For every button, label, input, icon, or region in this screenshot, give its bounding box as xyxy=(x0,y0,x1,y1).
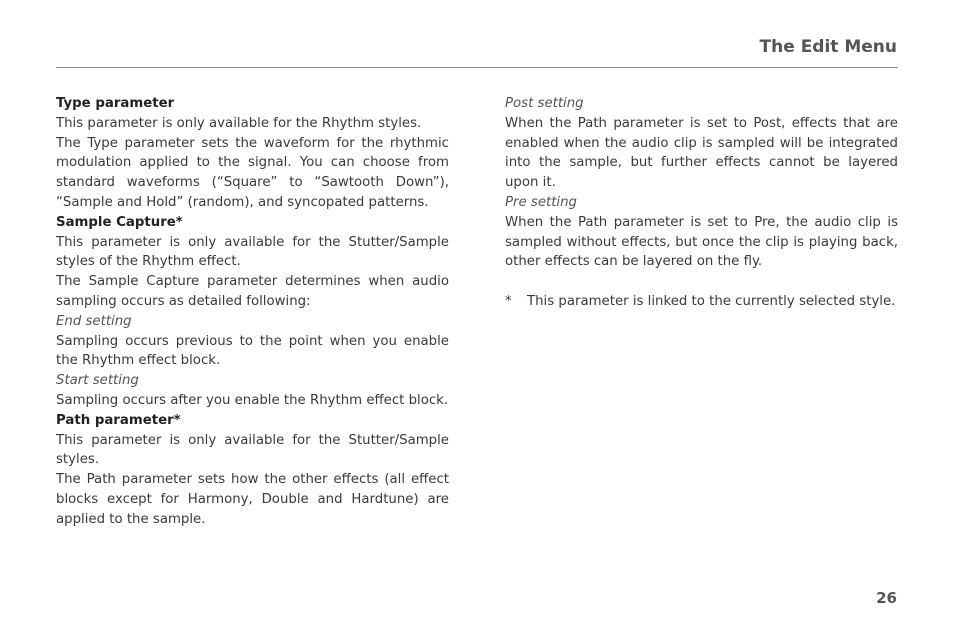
footnote-asterisk: * xyxy=(505,293,512,309)
type-parameter-availability: This parameter is only available for the Rhythm styles. xyxy=(56,115,422,131)
start-setting-label: Start setting xyxy=(56,373,139,389)
type-parameter-description: The Type parameter sets the waveform for the rhythmic modulation applied to the signal. You can choose from standard waveforms (“Square” to “Sawtooth Down”), “Sample and Hold” (random), and syncopated patterns. xyxy=(56,135,449,210)
header-divider xyxy=(56,67,898,68)
footnote-text: This parameter is linked to the currently selected style. xyxy=(527,293,896,309)
type-parameter-heading: Type parameter xyxy=(56,96,175,111)
page-number: 26 xyxy=(876,589,897,607)
sample-capture-description: The Sample Capture parameter determines when audio sampling occurs as detailed following: xyxy=(56,274,449,309)
end-setting-text: Sampling occurs previous to the point when you enable the Rhythm effect block. xyxy=(56,333,449,369)
post-setting-label: Post setting xyxy=(505,96,584,111)
end-setting-label: End setting xyxy=(56,313,132,329)
paragraph-spacer xyxy=(505,272,898,292)
sample-capture-heading: Sample Capture* xyxy=(56,214,183,230)
left-column xyxy=(56,94,449,530)
footnote xyxy=(505,292,898,312)
path-parameter-heading: Path parameter* xyxy=(56,412,181,428)
start-setting-text: Sampling occurs after you enable the Rhythm effect block. xyxy=(56,392,449,408)
post-setting-text: When the Path parameter is set to Post, effects that are enabled when the audio clip is sampled will be integrated into the sample, but further effects cannot be layered upon it. xyxy=(505,115,898,191)
page-header-title: The Edit Menu xyxy=(759,37,897,57)
path-parameter-availability: This parameter is only available for the Stutter/Sample styles. xyxy=(56,432,449,468)
pre-setting-label: Pre setting xyxy=(505,194,577,210)
pre-setting-text: When the Path parameter is set to Pre, the audio clip is sampled without effects, but once the clip is playing back, other effects can be layered on the fly. xyxy=(505,214,898,270)
right-column xyxy=(505,94,898,312)
path-parameter-description: The Path parameter sets how the other effects (all effect blocks except for Harmony, Double and Hardtune) are applied to the sample. xyxy=(56,472,449,527)
sample-capture-availability: This parameter is only available for the Stutter/Sample styles of the Rhythm effect. xyxy=(56,234,449,270)
